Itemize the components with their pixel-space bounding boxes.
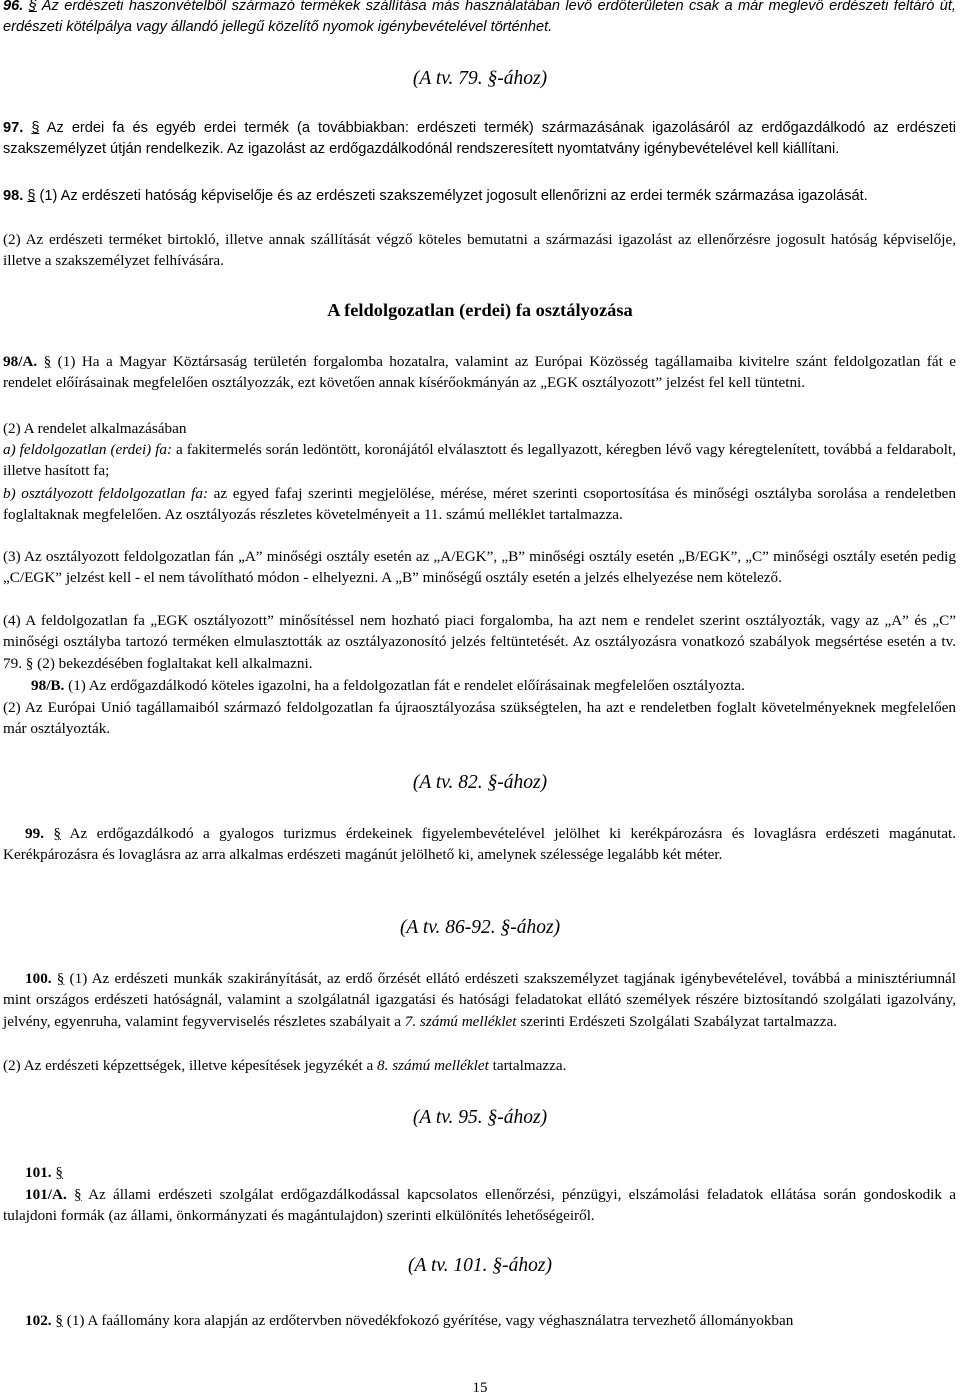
paragraph-100-1: 100. § (1) Az erdészeti munkák szakirányítását, az erdő őrzését ellátó erdészeti szakszemélyzet tagjának igénybevételével, továbbá a minisztériumnál mint országos erdészeti hatóságnál, valamint a szolgálatnál igazgatási és hatósági feladatokat ellátó személyek részére biztosítandó szolgálati igazolvány, jelvény, egyenruha, valamint fegyverviselés részletes szabályait a 7. számú melléklet szerinti Erdészeti Szolgálati Szabályzat tartalmazza. [3,970,956,1030]
paragraph-text: (1) Az erdészeti hatóság képviselője és az erdészeti szakszemélyzet jogosult ellenőrizni az erdei termék származása igazolását. [35,188,868,204]
paragraph-98b-1: 98/B. (1) Az erdőgazdálkodó köteles igazolni, ha a feldolgozatlan fát e rendelet előírásainak megfelelően osztályozta. [31,677,745,694]
section-sign-link[interactable]: § [31,120,40,136]
annex-8-reference[interactable]: 8. számú melléklet [377,1057,489,1074]
paragraph-97 [3,118,956,161]
paragraph-98a-b: b) osztályozott feldolgozatlan fa: az egyed fafaj szerinti megjelölése, mérése, méret szerinti csoportosítása és minőségi osztályba sorolása a rendeletben foglaltaknak megfelelően. Az osztályozás részletes követelményeit a 11. számú melléklet tartalmazza. [3,485,957,524]
paragraph-number: 97. [3,120,24,136]
section-sign-link[interactable]: § [487,772,498,793]
paragraph-number: 98/A. [3,353,38,370]
paragraph-96 [3,0,956,39]
paragraph-number: 101. [25,1164,52,1181]
section-sign-link[interactable]: § [56,970,65,987]
paragraph-101 [3,1162,956,1183]
section-sign-link[interactable]: § [487,68,498,89]
section-heading-86-92: (A tv. 86-92. §-ához) [399,917,561,938]
paragraph-98a-3: (3) Az osztályozott feldolgozatlan fán „A” minőségi osztály esetén az „A/EGK”, „B” minőségi osztály esetén „B/EGK”, „C” minőségi osztály esetén pedig „C/EGK” jelzést kell - el nem távolítható módon - elhelyezni. A „B” minőségű osztály esetén a jelzés elhelyezése nem kötelező. [3,548,956,587]
paragraph-number: 96. [3,0,24,14]
paragraph-98a-4: (4) A feldolgozatlan fa „EGK osztályozott” minősítéssel nem hozható piaci forgalomba, ha azt nem e rendelet szerint osztályozták, vagy az „A” és „C” minőségi osztályba tartozó terméken elmulasztották az osztályazonosító jelzés feltüntetését. Az osztályozásra vonatkozó szabályok megsértése esetén a tv. 79. § (2) bekezdésében foglaltakat kell alkalmazni. [3,612,956,672]
paragraph-100-2: (2) Az erdészeti képzettségek, illetve képesítések jegyzékét a 8. számú melléklet tartalmazza. [3,1057,567,1074]
section-sign-link[interactable]: § [53,825,61,842]
paragraph-99: 99. § Az erdőgazdálkodó a gyalogos turizmus érdekeinek figyelembevételével jelölhet ki kerékpározásra és lovaglásra erdészeti magánutat. Kerékpározásra és lovaglásra az arra alkalmas erdészeti magánút jelölhető ki, amelynek szélessége legalább két méter. [3,825,956,864]
section-sign-link[interactable]: § [74,1186,82,1203]
paragraph-98a-2: (2) A rendelet alkalmazásában [3,420,187,437]
section-heading-79: (A tv. 79. §-ához) [412,68,548,89]
paragraph-number: 101/A. [25,1186,67,1203]
paragraph-102: 102. § (1) A faállomány kora alapján az erdőtervben növedékfokozó gyérítése, vagy véghasználatra tervezhető állományokban [25,1312,794,1329]
section-heading-101: (A tv. 101. §-ához) [408,1255,552,1276]
paragraph-text: Az erdei fa és egyéb erdei termék (a továbbiakban: erdészeti termék) származásának igazolásáról az erdőgazdálkodó az erdészeti szakszemélyzet útján rendelkezik. Az igazolást az erdőgazdálkodónál rendszeresített nyomtatvány igénybevételével kell kiállítani. [3,120,956,158]
paragraph-98a-1: 98/A. § (1) Ha a Magyar Köztársaság területén forgalomba hozatalra, valamint az Európai Közösség tagállamaiba kivitelre szánt feldolgozatlan fát e rendelet előírásainak megfelelően osztályozzák, ezt követően annak kísérőokmányán az „EGK osztályozott” jelzést fel kell tüntetni. [3,353,956,392]
paragraph-number: 98. [3,188,24,204]
paragraph-number: 98/B. [31,677,65,694]
section-sign-link[interactable]: § [55,1312,63,1329]
section-heading-95: (A tv. 95. §-ához) [412,1107,548,1128]
paragraph-98a-a: a) feldolgozatlan (erdei) fa: a fakitermelés során ledöntött, koronájától elválasztott és legallyazott, kéregben lévő vagy kéregtelenített, továbbá a feldarabolt, illetve hasított fa; [3,441,956,480]
paragraph-98-2: (2) Az erdészeti terméket birtokló, illetve annak szállítását végző köteles bemutatni a származási igazolást az ellenőrzésre jogosult hatóság képviselője, illetve a szakszemélyzet felhívására. [3,231,956,270]
section-sign-link[interactable]: § [43,353,52,370]
section-sign-link[interactable]: § [487,1107,498,1128]
section-sign-link[interactable]: § [500,917,511,938]
paragraph-101a: 101/A. § Az állami erdészeti szolgálat erdőgazdálkodással kapcsolatos ellenőrzési, pénzügyi, elszámolási feladatok ellátása során gondoskodik a tulajdoni formák (az állami, önkormányzati és magántulajdon) szerinti elkülönítés lehetőségeiről. [3,1186,956,1225]
paragraph-number: 99. [25,825,44,842]
annex-7-reference[interactable]: 7. számú melléklet [404,1012,517,1030]
paragraph-number: 102. [25,1312,52,1329]
section-sign-link[interactable]: § [492,1255,503,1276]
paragraph-number: 100. [25,970,52,987]
heading-classification: A feldolgozatlan (erdei) fa osztályozása [327,300,633,320]
section-sign-link[interactable]: § [27,188,36,204]
page-number: 15 [472,1380,488,1396]
paragraph-98 [3,186,956,207]
section-sign-link[interactable]: § [55,1164,63,1181]
paragraph-text: Az erdészeti haszonvételből származó termékek szállítása más használatában levő erdőterületen csak a már meglevő erdészeti feltáró út, erdészeti kötélpálya vagy állandó jellegű közelítő nyomok igénybevételével történhet. [3,0,956,36]
section-sign-link[interactable]: § [28,0,37,14]
paragraph-98b-2: (2) Az Európai Unió tagállamaiból származó feldolgozatlan fa újraosztályozása szükségtelen, ha azt e rendeletben foglalt követelményeknek megfelelően már osztályozták. [3,699,956,738]
section-heading-82: (A tv. 82. §-ához) [412,772,548,793]
